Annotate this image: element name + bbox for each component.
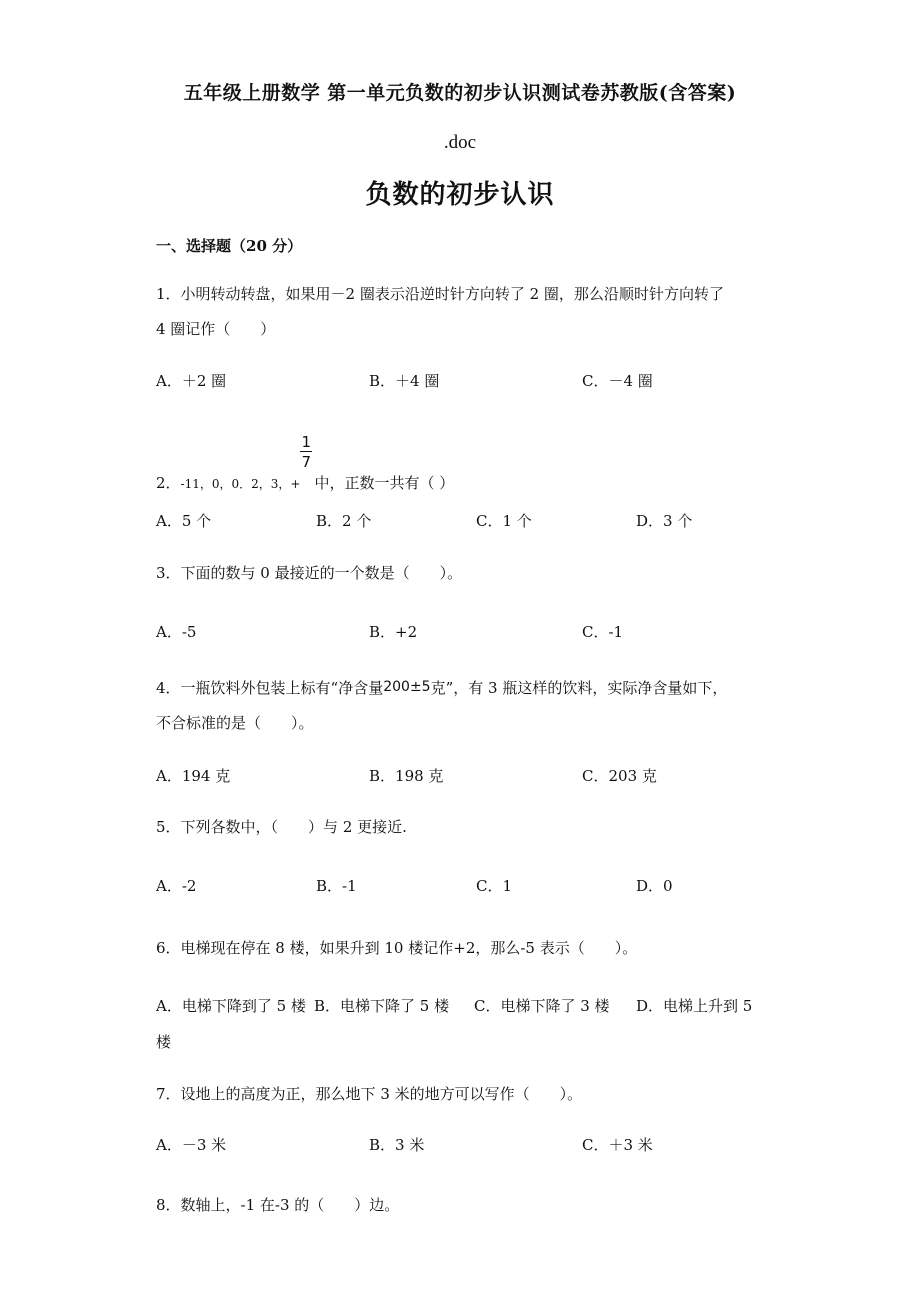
fraction-numerator: 1	[301, 433, 312, 451]
question-2-option-d: D．3 个	[636, 512, 693, 530]
question-2-text	[156, 433, 455, 493]
question-2-option-c: C．1 个	[476, 512, 532, 530]
question-6-option-c: C．电梯下降了 3 楼	[474, 997, 610, 1015]
question-6-text: 6．电梯现在停在 8 楼，如果升到 10 楼记作+2，那么-5 表示（ ）。	[156, 939, 638, 957]
question-3-text: 3．下面的数与 0 最接近的一个数是（ ）。	[156, 564, 463, 582]
question-4-option-b: B．198 克	[369, 767, 444, 785]
question-7-option-b: B．3 米	[369, 1136, 425, 1154]
question-1-option-a: A．＋2 圈	[156, 372, 227, 390]
net-content-math: 200±5	[383, 679, 431, 695]
question-4-option-a: A．194 克	[156, 767, 231, 785]
document-file-extension: .doc	[443, 132, 477, 153]
question-2-option-a: A．5 个	[156, 512, 212, 530]
fraction-bar	[300, 451, 312, 452]
question-2-numbers: -11，0，0．2，3，+	[180, 477, 301, 491]
question-3-option-a: A．-5	[156, 623, 197, 641]
question-4-text-line2: 不合标准的是（ ）。	[156, 714, 314, 732]
question-7-option-a: A．－3 米	[156, 1136, 227, 1154]
question-5-option-c: C．1	[476, 877, 513, 895]
page-title: 负数的初步认识	[365, 180, 555, 210]
question-6-option-a: A．电梯下降到了 5 楼	[156, 997, 306, 1015]
question-1-option-c: C．－4 圈	[582, 372, 653, 390]
question-1-text-line2: 4 圈记作（ ）	[156, 320, 276, 338]
document-file-title: 五年级上册数学 第一单元负数的初步认识测试卷苏教版(含答案)	[183, 82, 737, 104]
question-2-option-b: B．2 个	[316, 512, 372, 530]
question-6-option-b: B．电梯下降了 5 楼	[314, 997, 450, 1015]
question-5-text: 5．下列各数中，（ ）与 2 更接近.	[156, 818, 407, 836]
question-7-option-c: C．＋3 米	[582, 1136, 653, 1154]
fraction-denominator: 7	[301, 453, 312, 471]
question-1-option-b: B．＋4 圈	[369, 372, 440, 390]
question-3-option-c: C．-1	[582, 623, 624, 641]
question-3-option-b: B．+2	[369, 623, 418, 641]
question-6-option-d: D．电梯上升到 5	[636, 997, 753, 1015]
question-6-option-d-wrap: 楼	[156, 1033, 172, 1051]
section-heading: 一、选择题（20 分）	[156, 237, 303, 255]
question-4-text-a: 4．一瓶饮料外包装上标有“净含量	[156, 679, 384, 697]
question-4-text-b: 克”，有 3 瓶这样的饮料，实际净含量如下，	[430, 679, 728, 697]
question-7-text: 7．设地上的高度为正，那么地下 3 米的地方可以写作（ ）。	[156, 1085, 583, 1103]
question-8-text: 8．数轴上，-1 在-3 的（ ）边。	[156, 1196, 400, 1214]
question-5-option-b: B．-1	[316, 877, 357, 895]
question-5-option-a: A．-2	[156, 877, 197, 895]
question-2-suffix: 中，正数一共有（ ）	[314, 474, 455, 492]
question-5-option-d: D．0	[636, 877, 673, 895]
question-4-option-c: C．203 克	[582, 767, 657, 785]
question-4-text	[156, 677, 727, 698]
question-2-number: 2．	[156, 474, 181, 492]
fraction-one-seventh	[300, 433, 314, 490]
question-1-text: 1．小明转动转盘，如果用－2 圈表示沿逆时针方向转了 2 圈，那么沿顺时针方向转了	[156, 285, 724, 303]
